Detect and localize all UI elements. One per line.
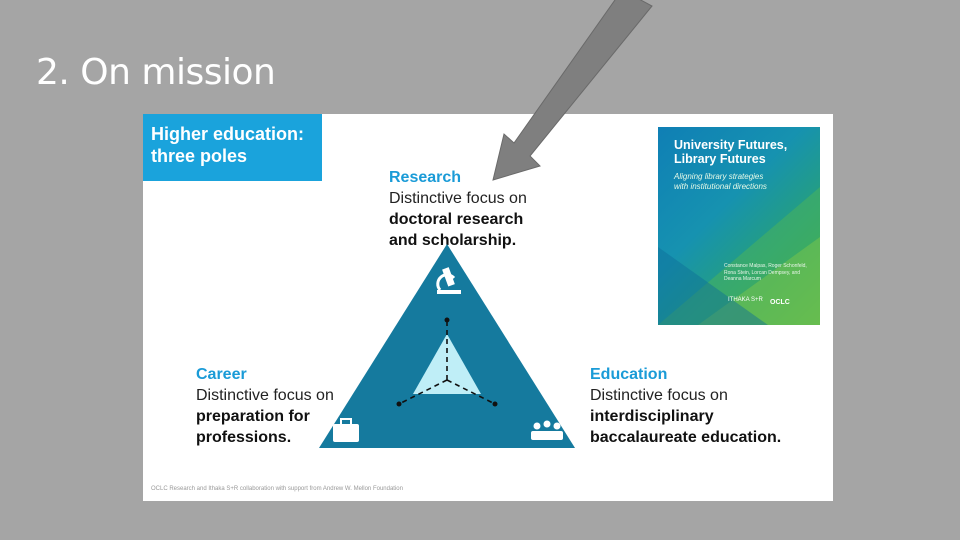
cover-subtitle-line-1: Aligning library strategies (674, 172, 764, 181)
cover-authors-line-2: Rona Stein, Lorcan Dempsey, and (724, 269, 801, 276)
ithaka-logo: ITHAKA S+R (728, 297, 763, 303)
cover-title-line-2: Library Futures (674, 152, 766, 166)
research-heading: Research (389, 169, 462, 186)
education-line-2: interdisciplinary (590, 408, 714, 425)
career-heading: Career (196, 366, 247, 383)
oclc-logo: OCLC (770, 299, 790, 306)
research-line-1: Distinctive focus on (389, 190, 527, 207)
research-line-3: and scholarship. (389, 232, 517, 249)
career-line-2: preparation for (196, 408, 310, 425)
cover-title-line-1: University Futures, (674, 138, 788, 152)
banner-line-2: three poles (151, 146, 248, 166)
cover-authors-line-3: Deanna Marcum (724, 276, 761, 282)
footer-credit: OCLC Research and Ithaka S+R collaboration with support from Andrew W. Mellon Foundation (151, 486, 403, 492)
slide-title: 2. On mission (36, 52, 276, 93)
career-line-1: Distinctive focus on (196, 387, 334, 404)
career-line-3: professions. (196, 429, 292, 446)
education-line-3: baccalaureate education. (590, 429, 782, 446)
banner-line-1: Higher education: (151, 124, 305, 144)
cover-authors-line-1: Constance Malpas, Roger Schonfeld, (724, 263, 807, 269)
education-heading: Education (590, 366, 668, 383)
education-line-1: Distinctive focus on (590, 387, 728, 404)
cover-subtitle-line-2: with institutional directions (674, 182, 767, 191)
research-line-2: doctoral research (389, 211, 524, 228)
